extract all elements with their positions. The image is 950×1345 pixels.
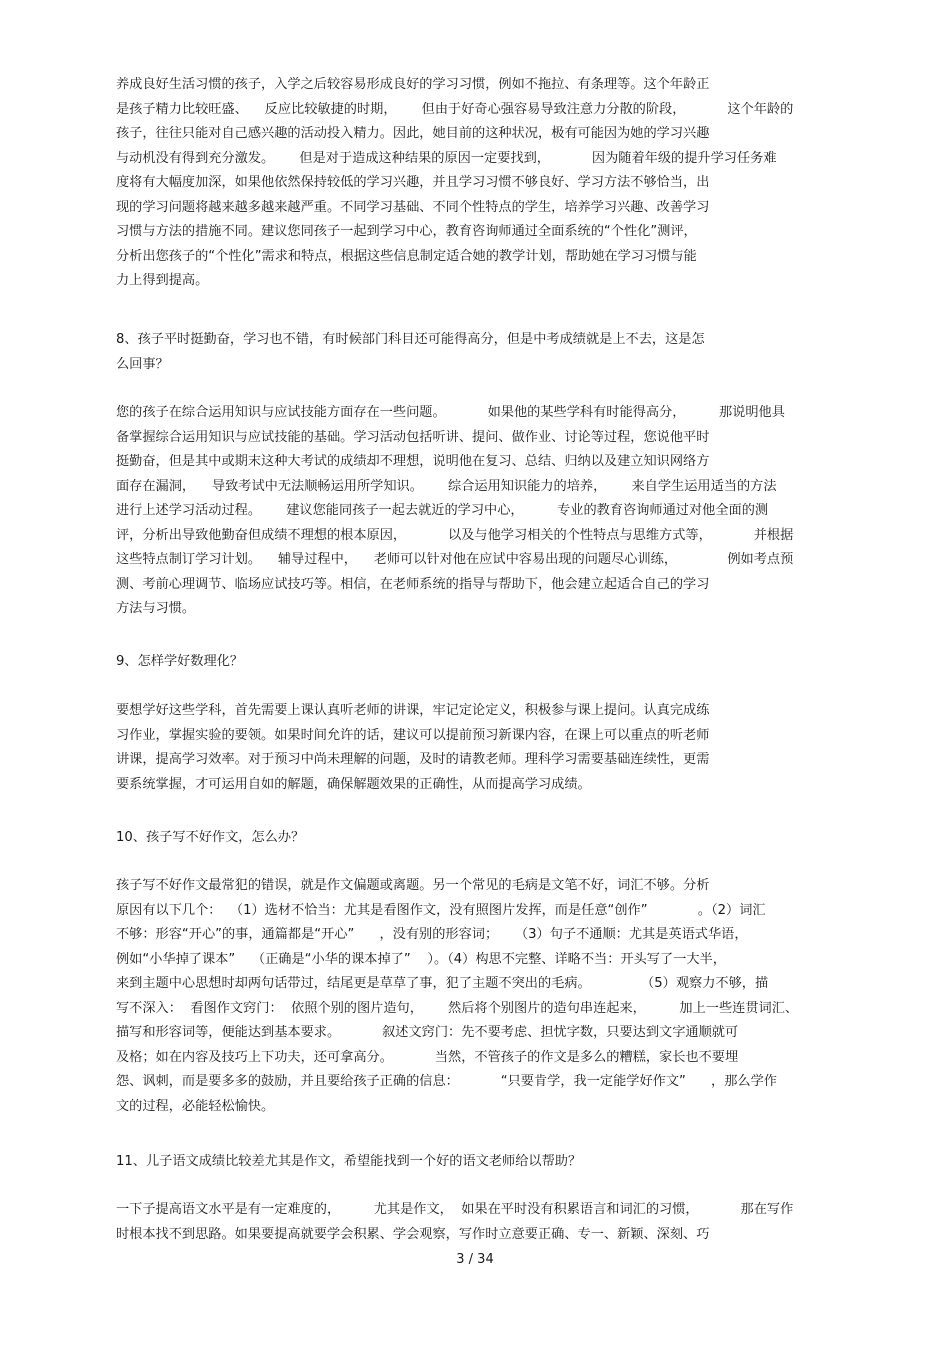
text-line: 10、孩子写不好作文，怎么办？ (116, 830, 305, 845)
text-line: 怨、讽刺，而是要多多的鼓励，并且要给孩子正确的信息： “只要肯学，我一定能学好作文” ，那么学作 (116, 1074, 777, 1089)
text-line: 进行上述学习活动过程。 建议您能同孩子一起去就近的学习中心， 专业的教育咨询师通过对他全面的测 (116, 503, 769, 518)
text-line: 来到主题中心思想时却两句话带过，结尾更是草草了事，犯了主题不突出的毛病。 （5）观察力不够，描 (116, 976, 769, 991)
text-line: 要想学好这些学科，首先需要上课认真听老师的讲课，牢记定论定义，积极参与课上提问。认真完成练 (116, 703, 710, 718)
paragraph (116, 874, 861, 1119)
text-line: 您的孩子在综合运用知识与应试技能方面存在一些问题。 如果他的某些学科有时能得高分， 那说明他具 (116, 405, 785, 420)
text-line: 评，分析出导致他勤奋但成绩不理想的根本原因， 以及与他学习相关的个性特点与思维方式等， 并根据 (116, 527, 794, 543)
text-line: 挺勤奋，但是其中或期末这种大考试的成绩却不理想，说明他在复习、总结、归纳以及建立知识网络方 (116, 454, 710, 469)
text-line: 测、考前心理调节、临场应试技巧等。相信，在老师系统的指导与帮助下，他会建立起适合自己的学习 (116, 576, 710, 592)
text-line: 例如“小华掉了课本” （正确是“小华的课本掉了” ）。（4）构思不完整、详略不当：开头写了一大半， (116, 951, 726, 967)
text-line: 力上得到提高。 (116, 273, 209, 288)
text-line: 备掌握综合运用知识与应试技能的基础。学习活动包括听讲、提问、做作业、讨论等过程，您说他平时 (116, 429, 710, 445)
text-line: 分析出您孩子的“个性化”需求和特点，根据这些信息制定适合她的教学计划，帮助她在学习习惯与能 (116, 248, 697, 264)
text-line: 不够：形容“开心”的事，通篇都是“开心” ，没有别的形容词； （3）句子不通顺：尤其是英语式华语， (116, 927, 748, 942)
text-line: 原因有以下几个： （1）选材不恰当：尤其是看图作文，没有照图片发挥，而是任意“创作” 。（2）词汇 (116, 902, 766, 918)
text-line: 讲课，提高学习效率。对于预习中尚未理解的问题，及时的请教老师。理科学习需要基础连续性，更需 (116, 752, 710, 767)
text-line: 是孩子精力比较旺盛、 反应比较敏捷的时期， 但由于好奇心强容易导致注意力分散的阶段， 这个年龄的 (116, 101, 794, 117)
text-line: 孩子，往往只能对自己感兴趣的活动投入精力。因此，她目前的这种状况，极有可能因为她的学习兴趣 (116, 126, 710, 141)
text-line: 养成良好生活习惯的孩子，入学之后较容易形成良好的学习习惯，例如不拖拉、有条理等。这个年龄正 (116, 77, 710, 92)
text-line: 要系统掌握，才可运用自如的解题，确保解题效果的正确性，从而提高学习成绩。 (116, 776, 591, 792)
text-line: 度将有大幅度加深，如果他依然保持较低的学习兴趣，并且学习习惯不够良好、学习方法不够恰当，出 (116, 175, 710, 190)
text-line: 这些特点制订学习计划。 辅导过程中， 老师可以针对他在应试中容易出现的问题尽心训练， 例如考点预 (116, 552, 794, 567)
question-heading (116, 328, 861, 377)
text-line: 现的学习问题将越来越多越来越严重。不同学习基础、不同个性特点的学生，培养学习兴趣、改善学习 (116, 199, 710, 215)
text-line: 11、儿子语文成绩比较差尤其是作文，希望能找到一个好的语文老师给以帮助？ (116, 1154, 582, 1169)
question-heading (116, 826, 861, 851)
text-line: 习惯与方法的措施不同。建议您同孩子一起到学习中心，教育咨询师通过全面系统的“个性化”测评， (116, 224, 697, 239)
paragraph (116, 73, 861, 294)
text-line: 文的过程，必能轻松愉快。 (116, 1098, 275, 1114)
paragraph (116, 1198, 861, 1247)
text-line: 时根本找不到思路。如果要提高就要学会积累、学会观察，写作时立意要正确、专一、新颖、深刻、巧 (116, 1226, 710, 1242)
text-line: 8、孩子平时挺勤奋，学习也不错，有时候部门科目还可能得高分，但是中考成绩就是上不去，这是怎 (116, 332, 705, 347)
question-heading (116, 650, 861, 675)
text-line: 一下子提高语文水平是有一定难度的， 尤其是作文， 如果在平时没有积累语言和词汇的习惯， 那在写作 (116, 1202, 794, 1217)
text-line: 及格；如在内容及技巧上下功夫，还可拿高分。 当然，不管孩子的作文是多么的糟糕，家长也不要埋 (116, 1049, 739, 1065)
text-line: 面存在漏洞， 导致考试中无法顺畅运用所学知识。 综合运用知识能力的培养， 来自学生运用适当的方法 (116, 478, 777, 494)
text-line: 习作业，掌握实验的要领。如果时间允许的话，建议可以提前预习新课内容，在课上可以重点的听老师 (116, 727, 710, 743)
paragraph (116, 699, 861, 797)
question-heading (116, 1150, 861, 1175)
page-number: 3 / 34 (456, 1252, 494, 1267)
text-line: 孩子写不好作文最常犯的错误，就是作文偏题或离题。另一个常见的毛病是文笔不好，词汇不够。分析 (116, 878, 710, 893)
text-line: 写不深入： 看图作文窍门： 依照个别的图片造句， 然后将个别图片的造句串连起来， 加上一些连贯词汇、 (116, 1000, 799, 1016)
text-line: 9、怎样学好数理化？ (116, 654, 244, 669)
text-line: 么回事？ (116, 356, 169, 372)
text-line: 与动机没有得到充分激发。 但是对于造成这种结果的原因一定要找到， 因为随着年级的提升学习任务难 (116, 150, 777, 166)
text-line: 方法与习惯。 (116, 601, 196, 616)
paragraph (116, 401, 861, 622)
text-line: 描写和形容词等，便能达到基本要求。 叙述文窍门：先不要考虑、担忧字数，只要达到文字通顺就可 (116, 1025, 739, 1040)
